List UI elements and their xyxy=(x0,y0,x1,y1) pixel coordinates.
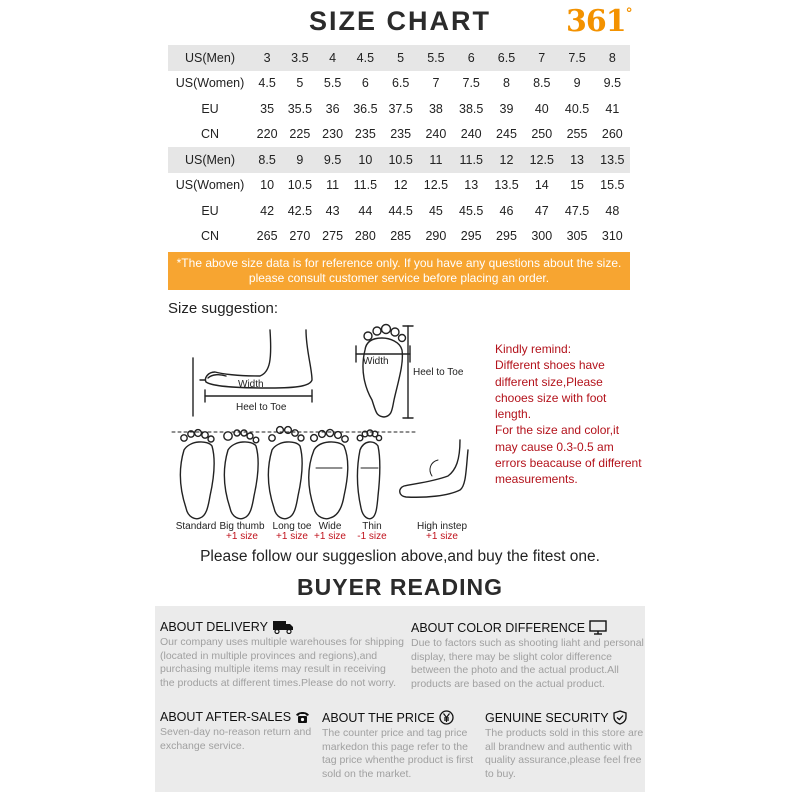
security-section xyxy=(485,710,645,781)
size-cell: 39 xyxy=(499,101,514,116)
section-line: The products sold in this store are xyxy=(485,727,644,739)
size-cell: 10 xyxy=(348,147,383,173)
section-line: The counter price and tag price xyxy=(322,727,468,739)
remind-line: errors beacause of different xyxy=(495,456,642,471)
section-line: products are based on the actual product. xyxy=(411,677,605,690)
size-cell: 47 xyxy=(534,203,549,218)
brand-logo: 361° xyxy=(566,4,632,39)
foot-type-label: Thin xyxy=(362,521,382,532)
size-cell: 5.5 xyxy=(323,76,342,91)
remind-line: may cause 0.3-0.5 am xyxy=(495,439,614,454)
size-cell: 15.5 xyxy=(600,178,625,193)
size-cell: 14 xyxy=(534,178,549,193)
size-row xyxy=(168,173,630,199)
size-cell: 7.5 xyxy=(462,76,480,91)
size-cell: 8 xyxy=(503,76,510,91)
size-cell: 44 xyxy=(358,203,373,218)
delivery-title: ABOUT DELIVERY xyxy=(160,620,268,634)
size-cell: 10.5 xyxy=(287,178,313,193)
size-chart-title: SIZE CHART xyxy=(309,6,491,36)
size-cell: 5 xyxy=(296,76,304,91)
size-cell: 41 xyxy=(605,101,620,116)
size-cell: 44.5 xyxy=(388,203,413,218)
size-cell: 11 xyxy=(326,178,340,193)
color-title: ABOUT COLOR DIFFERENCE xyxy=(411,620,586,635)
size-cell: 35 xyxy=(260,101,275,116)
section-line: display, there may be slight color difference xyxy=(411,650,612,663)
size-cell: 8.5 xyxy=(533,76,551,91)
buyer-reading-panel xyxy=(155,606,645,792)
size-cell: 15 xyxy=(570,178,584,193)
section-line: quality assurance,please feel free xyxy=(485,754,642,766)
foot-size-adjust: +1 size xyxy=(276,531,308,542)
size-cell: 43 xyxy=(325,203,340,218)
section-line: between the photo and the actual product.All xyxy=(411,664,619,676)
size-cell: 235 xyxy=(354,127,376,142)
size-cell: 255 xyxy=(566,127,588,142)
size-cell: 42.5 xyxy=(287,203,313,218)
size-cell: 48 xyxy=(605,203,620,218)
remind-line: chooes size with foot xyxy=(495,390,607,405)
foot-type-label: Standard xyxy=(175,521,217,532)
foot-type-label: Wide xyxy=(318,521,342,532)
security-text xyxy=(485,727,645,781)
section-line: tag price whenthe product is first xyxy=(322,754,474,766)
size-row-label: US(Men) xyxy=(168,147,252,173)
size-cell: 40.5 xyxy=(564,101,590,116)
section-line: Our company uses multiple warehouses for shipping xyxy=(160,636,404,648)
size-cell: 11.5 xyxy=(353,178,378,193)
size-cell: 12.5 xyxy=(423,178,449,193)
size-cell: 225 xyxy=(289,127,311,142)
size-cell: 40 xyxy=(534,101,549,116)
foot-size-adjust: +1 size xyxy=(226,531,258,542)
size-cell: 305 xyxy=(566,229,588,244)
size-cell: 275 xyxy=(322,229,344,244)
size-cell: 47.5 xyxy=(564,203,590,218)
size-row-label: EU xyxy=(201,203,219,218)
size-cell: 7 xyxy=(524,45,559,71)
remind-line: measurements. xyxy=(495,472,578,487)
size-row xyxy=(168,96,630,122)
size-row-label: US(Women) xyxy=(175,76,245,91)
size-cell: 45.5 xyxy=(459,203,484,218)
size-cell: 270 xyxy=(289,229,311,244)
size-cell: 220 xyxy=(256,127,278,142)
color-text xyxy=(411,637,645,691)
truck-icon xyxy=(272,620,294,634)
size-cell: 12.5 xyxy=(524,147,559,173)
size-cell: 9 xyxy=(282,147,317,173)
foot-type-label: Big thumb xyxy=(219,521,265,532)
foot-type-label: Long toe xyxy=(272,521,312,532)
color-section xyxy=(411,620,645,691)
size-cell: 12 xyxy=(393,178,408,193)
size-cell: 37.5 xyxy=(388,101,413,116)
size-cell: 10.5 xyxy=(383,147,418,173)
size-cell: 295 xyxy=(460,229,482,244)
foot-size-adjust: -1 size xyxy=(357,531,387,542)
size-cell: 4.5 xyxy=(348,45,383,71)
size-row-label: CN xyxy=(200,229,220,244)
size-cell: 38.5 xyxy=(459,101,484,116)
price-title: ABOUT THE PRICE xyxy=(322,710,435,725)
size-cell: 36 xyxy=(325,101,340,116)
size-cell: 46 xyxy=(499,203,514,218)
size-cell: 12 xyxy=(489,147,524,173)
size-cell: 6.5 xyxy=(489,45,524,71)
section-line: (located in multiple provinces and regions),and xyxy=(160,649,378,662)
size-cell: 10 xyxy=(260,178,275,193)
buyer-reading-title: BUYER READING xyxy=(297,574,503,600)
size-cell: 3.5 xyxy=(282,45,317,71)
size-table xyxy=(168,45,630,249)
size-cell: 250 xyxy=(531,127,553,142)
size-cell: 8 xyxy=(595,45,630,71)
remind-line: Different shoes have xyxy=(495,358,605,373)
remind-line: length. xyxy=(495,407,532,422)
remind-line: For the size and color,it xyxy=(495,423,620,438)
foot-size-adjust: +1 size xyxy=(314,531,346,542)
size-cell: 4.5 xyxy=(258,76,276,91)
size-cell: 265 xyxy=(256,229,278,244)
size-cell: 36.5 xyxy=(353,101,378,116)
size-cell: 7.5 xyxy=(559,45,594,71)
size-cell: 5.5 xyxy=(418,45,453,71)
size-cell: 245 xyxy=(496,127,517,142)
section-line: exchange service. xyxy=(160,739,245,752)
size-cell: 7 xyxy=(432,76,440,91)
section-line: all brandnew and authentic with xyxy=(485,740,633,753)
size-cell: 9.5 xyxy=(603,76,622,91)
section-line: the products at different times.Please do not worry. xyxy=(160,676,396,689)
size-cell: 13 xyxy=(464,178,479,193)
size-cell: 13.5 xyxy=(595,147,630,173)
size-row xyxy=(168,71,630,97)
size-cell: 11 xyxy=(418,147,453,173)
size-cell: 11.5 xyxy=(454,147,489,173)
size-cell: 235 xyxy=(390,127,412,142)
size-cell: 38 xyxy=(428,101,443,116)
delivery-section xyxy=(160,620,408,690)
price-text xyxy=(322,727,484,781)
section-line: markedon this page refer to the xyxy=(322,740,468,753)
aftersales-title: ABOUT AFTER-SALES xyxy=(160,710,292,724)
size-cell: 6.5 xyxy=(391,76,410,91)
top-length-label: Heel to Toe xyxy=(413,367,464,378)
section-line: Due to factors such as shooting liaht and personal xyxy=(411,637,644,649)
size-row-label: CN xyxy=(200,127,220,142)
security-title: GENUINE SECURITY xyxy=(485,710,609,725)
size-row-label: US(Men) xyxy=(168,45,252,71)
yen-icon xyxy=(439,710,454,725)
size-cell: 310 xyxy=(601,229,623,244)
foot-size-adjust: +1 size xyxy=(426,531,458,542)
size-row xyxy=(168,122,630,148)
section-line: Seven-day no-reason return and xyxy=(160,726,312,738)
top-width-label: Width xyxy=(363,356,389,367)
size-cell: 6 xyxy=(454,45,489,71)
size-row xyxy=(168,224,630,250)
kindly-remind: Kindly remind: Different shoes have different size,Please chooes size with foot length. For the size and color,it may cause 0.3-0.5 am errors beacause of different measurements. xyxy=(495,341,645,488)
size-cell: 8.5 xyxy=(252,147,282,173)
size-cell: 295 xyxy=(496,229,517,244)
size-suggestion-title: Size suggestion: xyxy=(168,300,279,317)
remind-line: different size,Please xyxy=(495,374,603,389)
size-cell: 42 xyxy=(260,203,275,218)
size-cell: 13.5 xyxy=(494,178,519,193)
size-notice: *The above size data is for reference only. If you have any questions about the size. please consult customer service before placing an order. xyxy=(168,252,630,290)
phone-icon xyxy=(295,710,310,724)
size-cell: 300 xyxy=(531,229,553,244)
size-cell: 285 xyxy=(390,229,412,244)
size-cell: 240 xyxy=(425,127,447,142)
side-width-label: Width xyxy=(238,379,264,390)
side-length-label: Heel to Toe xyxy=(236,402,287,413)
size-row xyxy=(168,147,630,173)
size-row-label: US(Women) xyxy=(175,178,245,193)
size-cell: 290 xyxy=(425,229,447,244)
price-section xyxy=(322,710,484,781)
size-row xyxy=(168,198,630,224)
size-cell: 9 xyxy=(573,76,581,91)
size-cell: 280 xyxy=(354,229,376,244)
size-row-label: EU xyxy=(201,101,219,116)
delivery-text xyxy=(160,636,408,690)
size-cell: 13 xyxy=(559,147,594,173)
size-cell: 6 xyxy=(361,76,369,91)
size-cell: 3 xyxy=(252,45,282,71)
monitor-icon xyxy=(589,620,607,635)
size-cell: 4 xyxy=(318,45,348,71)
shield-icon xyxy=(613,710,627,725)
size-cell: 240 xyxy=(460,127,482,142)
size-cell: 9.5 xyxy=(318,147,348,173)
section-line: to buy. xyxy=(485,767,516,780)
foot-type-label: High instep xyxy=(416,521,468,532)
size-cell: 260 xyxy=(601,127,623,142)
follow-suggestion-text: Please follow our suggeslion above,and buy the fitest one. xyxy=(200,548,600,565)
section-line: purchasing multiple items may result in receiving xyxy=(160,663,386,675)
aftersales-text xyxy=(160,726,320,753)
size-cell: 5 xyxy=(383,45,418,71)
size-cell: 35.5 xyxy=(287,101,313,116)
size-cell: 45 xyxy=(428,203,443,218)
size-row xyxy=(168,45,630,71)
size-cell: 230 xyxy=(322,127,344,142)
aftersales-section xyxy=(160,710,320,753)
section-line: sold on the market. xyxy=(322,767,412,780)
